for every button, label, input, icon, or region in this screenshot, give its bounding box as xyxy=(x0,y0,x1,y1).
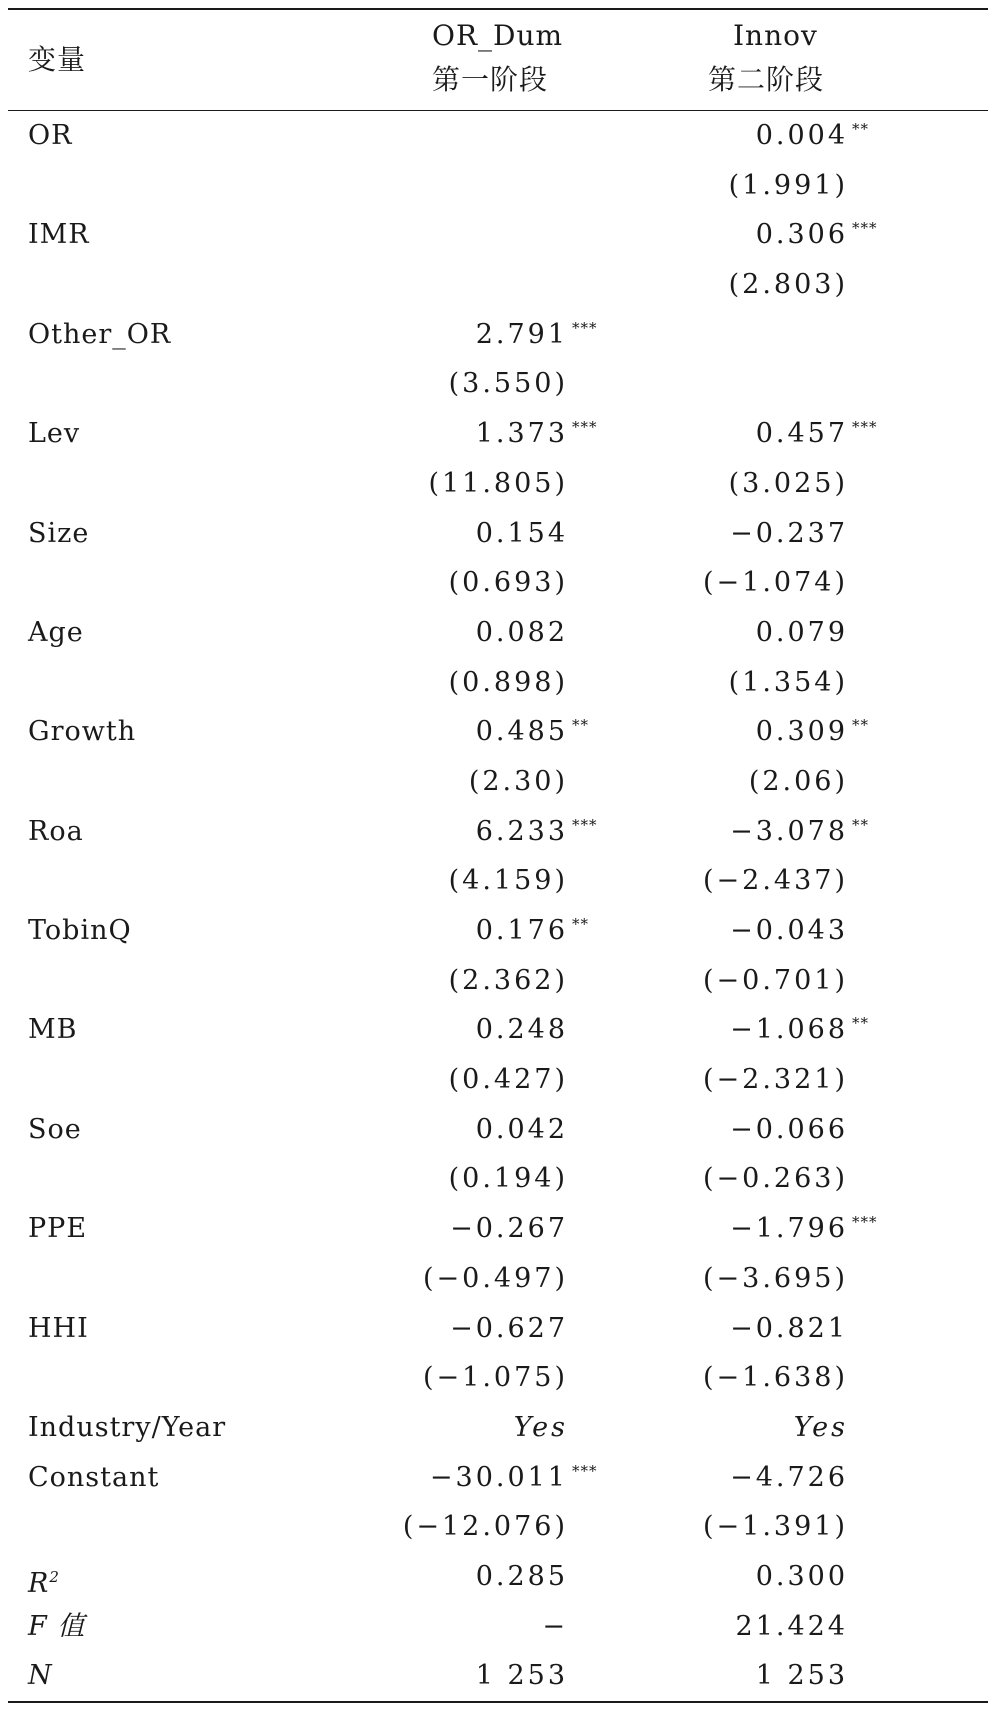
significance-stars: *** xyxy=(852,219,878,238)
row-label: TobinQ xyxy=(28,915,132,946)
col2-cell xyxy=(638,418,878,450)
cell-value: − xyxy=(542,1610,568,1642)
cell-value: (−2.437) xyxy=(703,865,848,897)
cell-value: (−0.263) xyxy=(703,1163,848,1195)
cell-value: −1.068 ** xyxy=(730,1014,848,1045)
row-label: $R^2$ xyxy=(28,1567,60,1599)
table-row xyxy=(8,1105,988,1155)
col2-cell xyxy=(638,1314,848,1344)
table-row xyxy=(8,359,988,409)
col1-cell xyxy=(356,1413,568,1443)
cell-value: (−1.638) xyxy=(703,1362,848,1394)
table-row xyxy=(8,260,988,310)
col2-cell xyxy=(638,568,848,598)
cell-value: (1.354) xyxy=(728,666,848,698)
col1-cell xyxy=(356,1314,568,1344)
cell-value: 6.233 *** xyxy=(476,816,568,847)
cell-value: −1.796 *** xyxy=(730,1213,848,1244)
col2-cell xyxy=(638,519,848,549)
cell-value: −0.237 xyxy=(730,517,848,549)
cell-value: (2.362) xyxy=(448,964,568,996)
label-superscript: 2 xyxy=(49,1567,60,1586)
cell-value: (1.991) xyxy=(728,169,848,201)
col2-cell xyxy=(638,966,848,996)
col2-cell xyxy=(638,1463,848,1493)
cell-value: 0.309 ** xyxy=(756,716,848,747)
table-row xyxy=(8,1055,988,1105)
col2-cell xyxy=(638,668,848,698)
cell-value: Yes xyxy=(513,1411,568,1443)
significance-stars: *** xyxy=(572,1461,598,1480)
col1-name: OR_Dum xyxy=(432,19,564,52)
cell-value: (−1.075) xyxy=(423,1362,568,1394)
cell-value: −0.066 xyxy=(730,1113,848,1145)
table-row xyxy=(8,111,988,161)
col1-cell xyxy=(356,318,598,350)
table-row xyxy=(8,1304,988,1354)
cell-value: (−1.074) xyxy=(703,567,848,599)
col2-cell xyxy=(638,1363,848,1393)
col1-cell xyxy=(356,1461,598,1493)
cell-value: (0.194) xyxy=(448,1163,568,1195)
col1-cell xyxy=(356,519,568,549)
col1-cell xyxy=(356,1661,568,1691)
col2-cell xyxy=(638,1014,869,1046)
cell-value: 0.248 xyxy=(475,1014,568,1046)
col2-cell xyxy=(638,171,848,201)
cell-value: 1.373 *** xyxy=(476,418,568,449)
col2-cell xyxy=(638,1661,848,1691)
table-row xyxy=(8,1453,988,1503)
table-row xyxy=(8,1602,988,1652)
table-row xyxy=(8,1651,988,1701)
col1-cell xyxy=(356,815,598,847)
col2-cell xyxy=(638,866,848,896)
col1-cell xyxy=(356,1264,568,1294)
cell-value: 0.285 xyxy=(475,1560,568,1592)
cell-value: (−0.497) xyxy=(423,1262,568,1294)
table-row xyxy=(8,707,988,757)
col1-cell xyxy=(356,1363,568,1393)
significance-stars: ** xyxy=(852,815,869,834)
table-row xyxy=(8,956,988,1006)
table-row xyxy=(8,1403,988,1453)
col2-cell xyxy=(638,716,869,748)
col2-stage: 第二阶段 xyxy=(708,63,825,96)
row-label: Constant xyxy=(28,1461,160,1493)
significance-stars: *** xyxy=(572,418,598,437)
table-row xyxy=(8,906,988,956)
significance-stars: *** xyxy=(852,1213,878,1232)
row-label: HHI xyxy=(28,1312,89,1344)
row-label: F 值 xyxy=(28,1610,86,1642)
significance-stars: ** xyxy=(572,716,589,735)
row-label: PPE xyxy=(28,1213,88,1245)
cell-value: −0.821 xyxy=(730,1312,848,1344)
col2-cell xyxy=(638,1213,878,1245)
table-row xyxy=(8,658,988,708)
cell-value: −0.267 xyxy=(450,1213,568,1245)
table-header xyxy=(8,10,988,111)
col1-cell xyxy=(356,418,598,450)
col1-cell xyxy=(356,618,568,648)
cell-value: 1 253 xyxy=(755,1660,848,1692)
col2-name: Innov xyxy=(733,19,818,52)
cell-value: (−12.076) xyxy=(402,1511,568,1543)
significance-stars: *** xyxy=(852,418,878,437)
row-label: Soe xyxy=(28,1113,82,1145)
table-row xyxy=(8,310,988,360)
col1-cell xyxy=(356,866,568,896)
cell-value: 0.154 xyxy=(475,517,568,549)
cell-value: 0.485 ** xyxy=(476,716,568,747)
col2-cell xyxy=(638,618,848,648)
col2-cell xyxy=(638,1164,848,1194)
col1-cell xyxy=(356,1164,568,1194)
col2-cell xyxy=(638,219,878,251)
table-row xyxy=(8,509,988,559)
col2-cell xyxy=(638,916,848,946)
significance-stars: *** xyxy=(572,815,598,834)
col1-cell xyxy=(356,1115,568,1145)
col1-cell xyxy=(356,1214,568,1244)
cell-value: −30.011 *** xyxy=(430,1462,568,1493)
col2-cell xyxy=(638,469,848,499)
table-body xyxy=(8,111,988,1701)
col1-cell xyxy=(356,1562,568,1592)
table-row xyxy=(8,1254,988,1304)
cell-value: (0.427) xyxy=(448,1064,568,1096)
cell-value: (3.550) xyxy=(448,368,568,400)
cell-value: (0.898) xyxy=(448,666,568,698)
col2-cell xyxy=(638,1413,848,1443)
table-row xyxy=(8,161,988,211)
col2-cell xyxy=(638,120,869,151)
col1-cell xyxy=(356,1512,568,1542)
col2-cell xyxy=(638,1115,848,1145)
table-row xyxy=(8,1005,988,1055)
cell-value: 0.042 xyxy=(475,1113,568,1145)
cell-value: 1 253 xyxy=(475,1660,568,1692)
significance-stars: ** xyxy=(852,1014,869,1033)
col1-cell xyxy=(356,1015,568,1045)
row-label: Other_OR xyxy=(28,318,172,350)
table-row xyxy=(8,1154,988,1204)
cell-value: (−2.321) xyxy=(703,1064,848,1096)
col2-cell xyxy=(638,1562,848,1592)
table-row xyxy=(8,608,988,658)
col1-cell xyxy=(356,966,568,996)
cell-value: 0.082 xyxy=(475,616,568,648)
cell-value: (−3.695) xyxy=(703,1262,848,1294)
table-row xyxy=(8,210,988,260)
col1-cell xyxy=(356,369,568,399)
cell-value: (−0.701) xyxy=(703,964,848,996)
table-row xyxy=(8,757,988,807)
col2-cell xyxy=(638,1612,848,1642)
cell-value: Yes xyxy=(793,1411,848,1443)
table-row xyxy=(8,1502,988,1552)
row-label: OR xyxy=(28,120,73,151)
col1-cell xyxy=(356,1065,568,1095)
cell-value: −0.627 xyxy=(450,1312,568,1344)
significance-stars: ** xyxy=(852,120,869,138)
col1-cell xyxy=(356,915,589,946)
cell-value: (0.693) xyxy=(448,567,568,599)
row-label: Lev xyxy=(28,418,81,450)
col2-cell xyxy=(638,767,848,797)
cell-value: 0.079 xyxy=(755,616,848,648)
row-label: Roa xyxy=(28,815,84,847)
cell-value: −3.078 ** xyxy=(730,816,848,847)
cell-value: (−1.391) xyxy=(703,1511,848,1543)
row-label: IMR xyxy=(28,219,90,251)
col1-cell xyxy=(356,668,568,698)
col1-cell xyxy=(356,1612,568,1642)
col2-cell xyxy=(638,270,848,300)
col1-cell xyxy=(356,767,568,797)
row-label: N xyxy=(28,1660,53,1692)
significance-stars: *** xyxy=(572,318,598,337)
cell-value: −4.726 xyxy=(730,1461,848,1493)
table-row xyxy=(8,558,988,608)
regression-table xyxy=(8,8,988,1703)
cell-value: 0.457 *** xyxy=(756,418,848,449)
row-label: MB xyxy=(28,1014,78,1046)
col1-cell xyxy=(356,568,568,598)
cell-value: −0.043 xyxy=(730,915,848,946)
col1-stage: 第一阶段 xyxy=(432,63,549,96)
cell-value: (2.803) xyxy=(728,269,848,301)
col2-cell xyxy=(638,1512,848,1542)
table-row xyxy=(8,856,988,906)
table-row xyxy=(8,409,988,459)
cell-value: 21.424 xyxy=(735,1610,848,1642)
col2-cell xyxy=(638,815,869,847)
variable-header: 变量 xyxy=(28,43,87,76)
table-row xyxy=(8,459,988,509)
cell-value: (11.805) xyxy=(428,467,568,499)
col1-cell xyxy=(356,716,589,748)
row-label: Size xyxy=(28,517,90,549)
table-row xyxy=(8,1353,988,1403)
table-row xyxy=(8,1204,988,1254)
cell-value: (2.06) xyxy=(748,765,848,797)
row-label: Age xyxy=(28,616,84,648)
col2-cell xyxy=(638,1264,848,1294)
significance-stars: ** xyxy=(852,716,869,735)
table-row xyxy=(8,807,988,857)
row-label: Growth xyxy=(28,716,137,748)
cell-value: (2.30) xyxy=(468,765,568,797)
row-label: Industry/Year xyxy=(28,1411,227,1443)
cell-value: 0.306 *** xyxy=(756,219,848,250)
col1-cell xyxy=(356,469,568,499)
cell-value: 0.004 ** xyxy=(756,120,848,151)
cell-value: 0.300 xyxy=(755,1560,848,1592)
cell-value: (3.025) xyxy=(728,467,848,499)
table-row xyxy=(8,1552,988,1602)
cell-value: 0.176 ** xyxy=(476,915,568,946)
col2-cell xyxy=(638,1065,848,1095)
cell-value: (4.159) xyxy=(448,865,568,897)
significance-stars: ** xyxy=(572,915,589,933)
cell-value: 2.791 *** xyxy=(476,319,568,350)
